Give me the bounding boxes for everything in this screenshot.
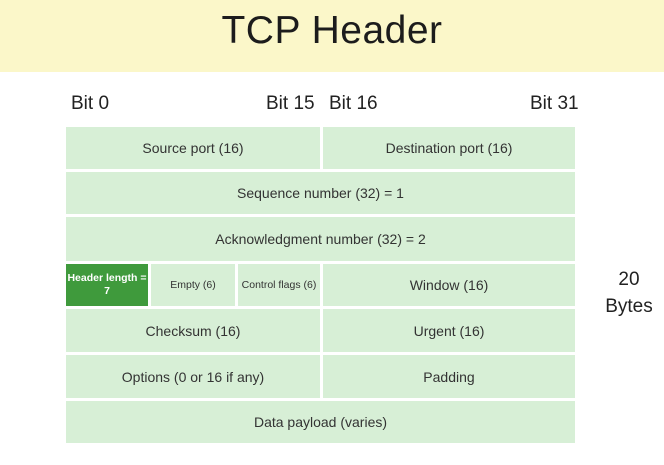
urgent-field: Urgent (16) [323,309,575,352]
padding-field: Padding [323,355,575,398]
acknowledgment-number-field: Acknowledgment number (32) = 2 [66,217,575,261]
sequence-number-field: Sequence number (32) = 1 [66,172,575,214]
bit-0-label: Bit 0 [71,93,110,114]
bit-31-label: Bit 31 [530,93,579,114]
bit-16-label: Bit 16 [329,93,378,114]
header-size-note [596,266,662,320]
source-port-field: Source port (16) [66,127,320,169]
destination-port-field: Destination port (16) [323,127,575,169]
header-size-value: 20 [618,269,640,290]
header-length-field: Header length = 7 [66,264,148,306]
options-field: Options (0 or 16 if any) [66,355,320,398]
window-field: Window (16) [323,264,575,306]
page-title: TCP Header [221,9,443,52]
empty-field: Empty (6) [151,264,235,306]
control-flags-field: Control flags (6) [238,264,320,306]
header-size-unit: Bytes [605,296,653,317]
data-payload-field: Data payload (varies) [66,401,575,443]
bit-15-label: Bit 15 [266,93,315,114]
checksum-field: Checksum (16) [66,309,320,352]
